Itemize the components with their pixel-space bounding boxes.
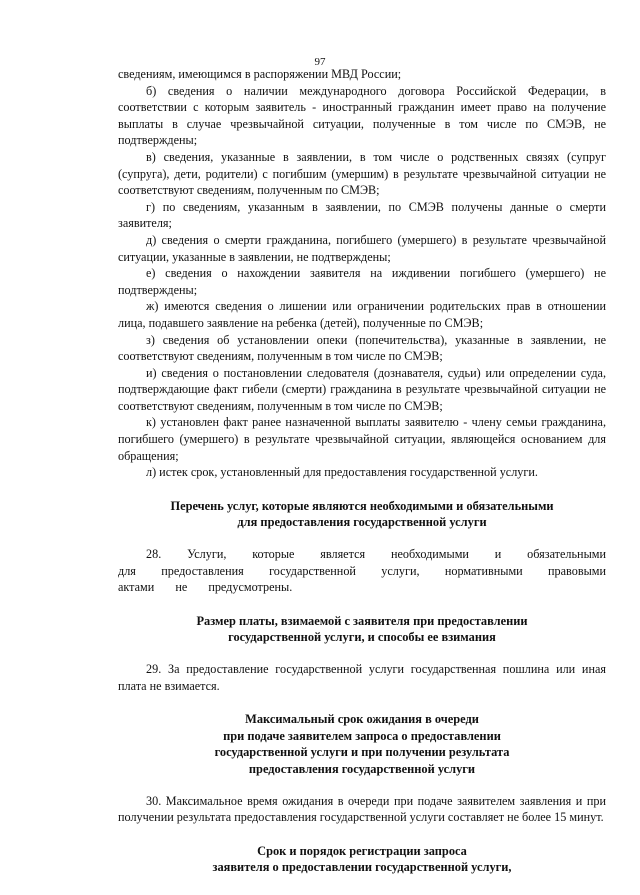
paragraph-29: 29. За предоставление государственной услуги государственная пошлина или иная плата не взимается.: [118, 662, 606, 693]
document-body: [118, 66, 606, 876]
list-item-z: з) сведения об установлении опеки (попечительства), указанные в заявлении, не соответствуют сведениям, полученным в том числе по СМЭВ;: [118, 332, 606, 364]
page-number: 97: [314, 56, 326, 68]
paragraph-30: 30. Максимальное время ожидания в очереди при подаче заявителем заявления и при получении результата предоставления государственной услуги составляет не более 15 минут.: [118, 793, 606, 825]
list-item-b: б) сведения о наличии международного договора Российской Федерации, в соответствии с которым заявитель - иностранный гражданин имеет право на получение выплаты в случае чрезвычайной ситуации, полученные в том числе по СМЭВ, не подтверждены;: [118, 83, 606, 148]
list-item-l: л) истек срок, установленный для предоставления государственной услуги.: [146, 465, 538, 480]
list-item-i: и) сведения о постановлении следователя (дознавателя, судьи) или определении суда, подтверждающие факт гибели (смерти) гражданина в результате чрезвычайной ситуации не соответствуют сведениям, полученным в том числе по СМЭВ;: [118, 365, 606, 413]
list-item-v: в) сведения, указанные в заявлении, в том числе о родственных связях (супруг (супруга), дети, родители) с погибшим (умершим) в результате чрезвычайной ситуации не соответствуют сведениям, полученным по СМЭВ;: [118, 149, 606, 198]
list-item-d: д) сведения о смерти гражданина, погибшего (умершего) в результате чрезвычайной ситуации, указанные в заявлении, не подтверждены;: [118, 232, 606, 264]
section-heading-registration: Срок и порядок регистрации запроса заявителя о предоставлении государственной услуги,: [212, 843, 512, 875]
paragraph-continuation: сведениям, имеющимся в распоряжении МВД России;: [118, 67, 402, 81]
list-item-g: г) по сведениям, указанным в заявлении, по СМЭВ получены данные о смерти заявителя;: [118, 199, 606, 231]
list-item-k: к) установлен факт ранее назначенной выплаты заявителю - члену семьи гражданина, погибшего (умершего) в результате чрезвычайной ситуации, являющейся основанием для обращения;: [118, 415, 606, 463]
section-heading-fee: Размер платы, взимаемой с заявителя при предоставлении государственной услуги, и способы ее взимания: [196, 613, 528, 645]
list-item-e: е) сведения о нахождении заявителя на иждивении погибшего (умершего) не подтверждены;: [118, 266, 606, 297]
section-heading-waiting-time: Максимальный срок ожидания в очереди при подаче заявителем запроса о предоставлении государственной услуги и при получении результата предоставления государственной услуги: [214, 712, 510, 776]
list-item-zh: ж) имеются сведения о лишении или ограничении родительских прав в отношении лица, подавшего заявление на ребенка (детей), полученные по СМЭВ;: [118, 299, 606, 330]
section-heading-services: Перечень услуг, которые являются необходимыми и обязательными для предоставления государственной услуги: [170, 498, 554, 530]
paragraph-28: 28. Услуги, которые является необходимыми и обязательными для предоставления государственной услуги, нормативными правовыми актами не предусмотрены.: [118, 547, 606, 595]
